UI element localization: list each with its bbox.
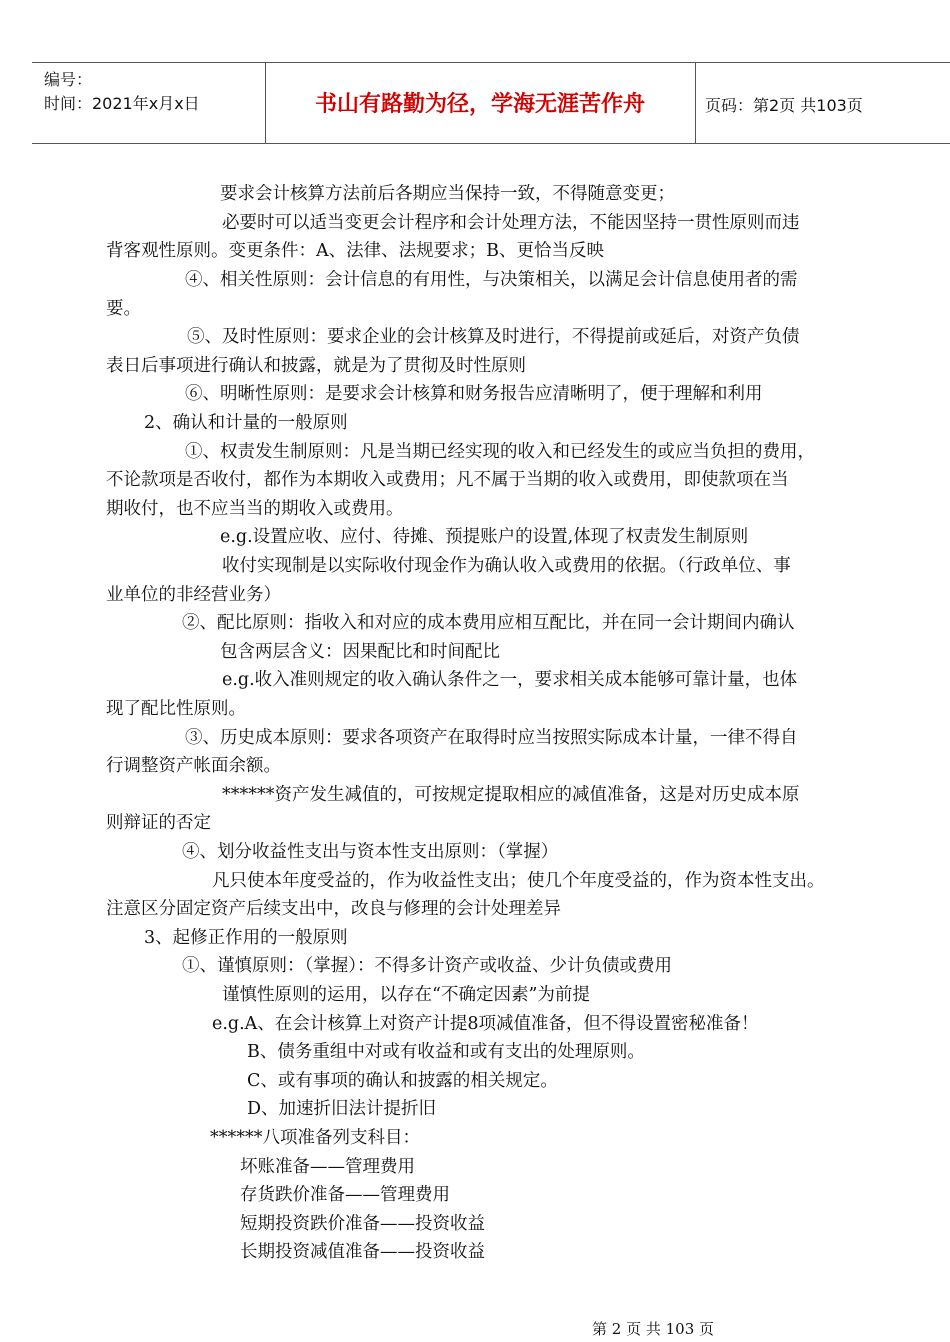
- text-line: ******八项准备列支科目：: [210, 1128, 420, 1148]
- text-line: 必要时可以适当变更会计程序和会计处理方法，不能因坚持一贯性原则而违: [222, 213, 800, 233]
- text-line: 凡只使本年度受益的，作为收益性支出；使几个年度受益的，作为资本性支出。: [212, 871, 825, 891]
- text-line: 行调整资产帐面余额。: [106, 756, 281, 776]
- text-line: e.g.收入准则规定的收入确认条件之一，要求相关成本能够可靠计量，也体: [222, 670, 798, 690]
- text-line: ******资产发生减值的，可按规定提取相应的减值准备，这是对历史成本原: [222, 785, 800, 805]
- text-line: ④、相关性原则：会计信息的有用性，与决策相关，以满足会计信息使用者的需: [185, 270, 798, 290]
- text-line: ③、历史成本原则：要求各项资产在取得时应当按照实际成本计量，一律不得自: [185, 728, 798, 748]
- header-divider: [695, 63, 696, 143]
- page-footer: 第 2 页 共 103 页: [592, 1320, 715, 1338]
- text-line: 背客观性原则。变更条件：A、法律、法规要求；B、更恰当反映: [106, 241, 604, 261]
- text-line: ①、谨慎原则：（掌握）：不得多计资产或收益、少计负债或费用: [182, 956, 672, 976]
- text-line: C、或有事项的确认和披露的相关规定。: [247, 1071, 558, 1091]
- page-header: [32, 62, 950, 144]
- text-line: 短期投资跌价准备——投资收益: [240, 1214, 485, 1234]
- text-line: 不论款项是否收付，都作为本期收入或费用；凡不属于当期的收入或费用，即使款项在当: [106, 470, 789, 490]
- text-line: 要求会计核算方法前后各期应当保持一致，不得随意变更；: [220, 184, 675, 204]
- text-line: 收付实现制是以实际收付现金作为确认收入或费用的依据。（行政单位、事: [222, 556, 791, 576]
- text-line: 坏账准备——管理费用: [240, 1157, 415, 1177]
- text-line: 期收付，也不应当当的期收入或费用。: [106, 499, 404, 519]
- text-line: B、债务重组中对或有收益和或有支出的处理原则。: [247, 1042, 645, 1062]
- text-line: 要。: [106, 299, 141, 319]
- text-line: D、加速折旧法计提折旧: [247, 1099, 437, 1119]
- text-line: 谨慎性原则的运用，以存在“不确定因素”为前提: [222, 985, 590, 1005]
- text-line: ④、划分收益性支出与资本性支出原则：（掌握）: [182, 842, 559, 862]
- text-line: ①、权责发生制原则：凡是当期已经实现的收入和已经发生的或应当负担的费用，: [185, 442, 815, 462]
- text-line: 包含两层含义：因果配比和时间配比: [220, 642, 500, 662]
- text-line: 表日后事项进行确认和披露，就是为了贯彻及时性原则: [106, 356, 526, 376]
- text-line: 存货跌价准备——管理费用: [240, 1185, 450, 1205]
- section-heading: 2、确认和计量的一般原则: [144, 413, 348, 433]
- document-number-label: 编号：: [44, 70, 93, 89]
- header-motto: 书山有路勤为径，学海无涯苦作舟: [314, 92, 645, 117]
- text-line: 长期投资减值准备——投资收益: [240, 1242, 485, 1262]
- document-date: 时间：2021年x月x日: [44, 94, 200, 113]
- page-info: 页码：第2页 共103页: [705, 96, 863, 115]
- text-line: ⑤、及时性原则：要求企业的会计核算及时进行，不得提前或延后，对资产负债: [187, 327, 800, 347]
- text-line: 现了配比性原则。: [106, 699, 246, 719]
- text-line: e.g.A、在会计核算上对资产计提8项减值准备，但不得设置密秘准备！: [212, 1014, 759, 1034]
- text-line: 业单位的非经营业务）: [106, 585, 281, 605]
- text-line: ⑥、明晰性原则：是要求会计核算和财务报告应清晰明了，便于理解和利用: [185, 384, 763, 404]
- section-heading: 3、起修正作用的一般原则: [144, 928, 348, 948]
- text-line: e.g.设置应收、应付、待摊、预提账户的设置,体现了权责发生制原则: [220, 527, 749, 547]
- text-line: 则辩证的否定: [106, 813, 211, 833]
- text-line: 注意区分固定资产后续支出中，改良与修理的会计处理差异: [106, 899, 561, 919]
- text-line: ②、配比原则：指收入和对应的成本费用应相互配比，并在同一会计期间内确认: [182, 613, 795, 633]
